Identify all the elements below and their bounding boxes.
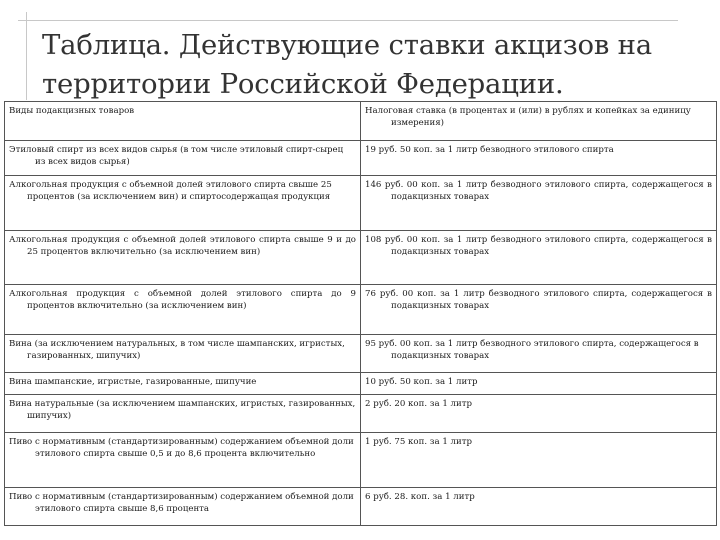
cell-product: Вина натуральные (за исключением шампанских, игристых, газированных, шипучих): [5, 395, 361, 433]
cell-rate: 6 руб. 28. коп. за 1 литр: [361, 488, 717, 526]
table-row: [5, 373, 717, 395]
excise-rates-table: [4, 101, 717, 526]
cell-rate: 19 руб. 50 коп. за 1 литр безводного этилового спирта: [361, 141, 717, 176]
decorative-rule-vertical: [26, 12, 27, 100]
cell-rate: 2 руб. 20 коп. за 1 литр: [361, 395, 717, 433]
cell-product: Пиво с нормативным (стандартизированным) содержанием объемной доли этилового спирта свыше 8,6 процента: [5, 488, 361, 526]
cell-rate: 1 руб. 75 коп. за 1 литр: [361, 433, 717, 488]
table-row: [5, 285, 717, 335]
cell-rate: 10 руб. 50 коп. за 1 литр: [361, 373, 717, 395]
table-row: [5, 433, 717, 488]
table-row: [5, 176, 717, 231]
header-tax-rate: Налоговая ставка (в процентах и (или) в рублях и копейках за единицу измерения): [361, 102, 717, 141]
table-row: [5, 395, 717, 433]
cell-product: Алкогольная продукция с объемной долей этилового спирта свыше 25 процентов (за исключением вин) и спиртосодержащая продукция: [5, 176, 361, 231]
table-row: [5, 488, 717, 526]
cell-rate: 146 руб. 00 коп. за 1 литр безводного этилового спирта, содержащегося в подакцизных товарах: [361, 176, 717, 231]
cell-product: Этиловый спирт из всех видов сырья (в том числе этиловый спирт-сырец из всех видов сырья): [5, 141, 361, 176]
cell-rate: 76 руб. 00 коп. за 1 литр безводного этилового спирта, содержащегося в подакцизных товарах: [361, 285, 717, 335]
cell-product: Вина шампанские, игристые, газированные, шипучие: [5, 373, 361, 395]
cell-rate: 95 руб. 00 коп. за 1 литр безводного этилового спирта, содержащегося в подакцизных товарах: [361, 335, 717, 373]
cell-product: Алкогольная продукция с объемной долей этилового спирта свыше 9 и до 25 процентов включительно (за исключением вин): [5, 231, 361, 285]
cell-product: Алкогольная продукция с объемной долей этилового спирта до 9 процентов включительно (за исключением вин): [5, 285, 361, 335]
table-row: [5, 335, 717, 373]
table-header-row: [5, 102, 717, 141]
table-row: [5, 141, 717, 176]
cell-rate: 108 руб. 00 коп. за 1 литр безводного этилового спирта, содержащегося в подакцизных товарах: [361, 231, 717, 285]
header-product-type: Виды подакцизных товаров: [5, 102, 361, 141]
decorative-rule-horizontal: [18, 20, 678, 21]
cell-product: Пиво с нормативным (стандартизированным) содержанием объемной доли этилового спирта свыше 0,5 и до 8,6 процента включительно: [5, 433, 361, 488]
table-row: [5, 231, 717, 285]
cell-product: Вина (за исключением натуральных, в том числе шампанских, игристых, газированных, шипучих): [5, 335, 361, 373]
page-title: Таблица. Действующие ставки акцизов на территории Российской Федерации.: [42, 29, 652, 100]
